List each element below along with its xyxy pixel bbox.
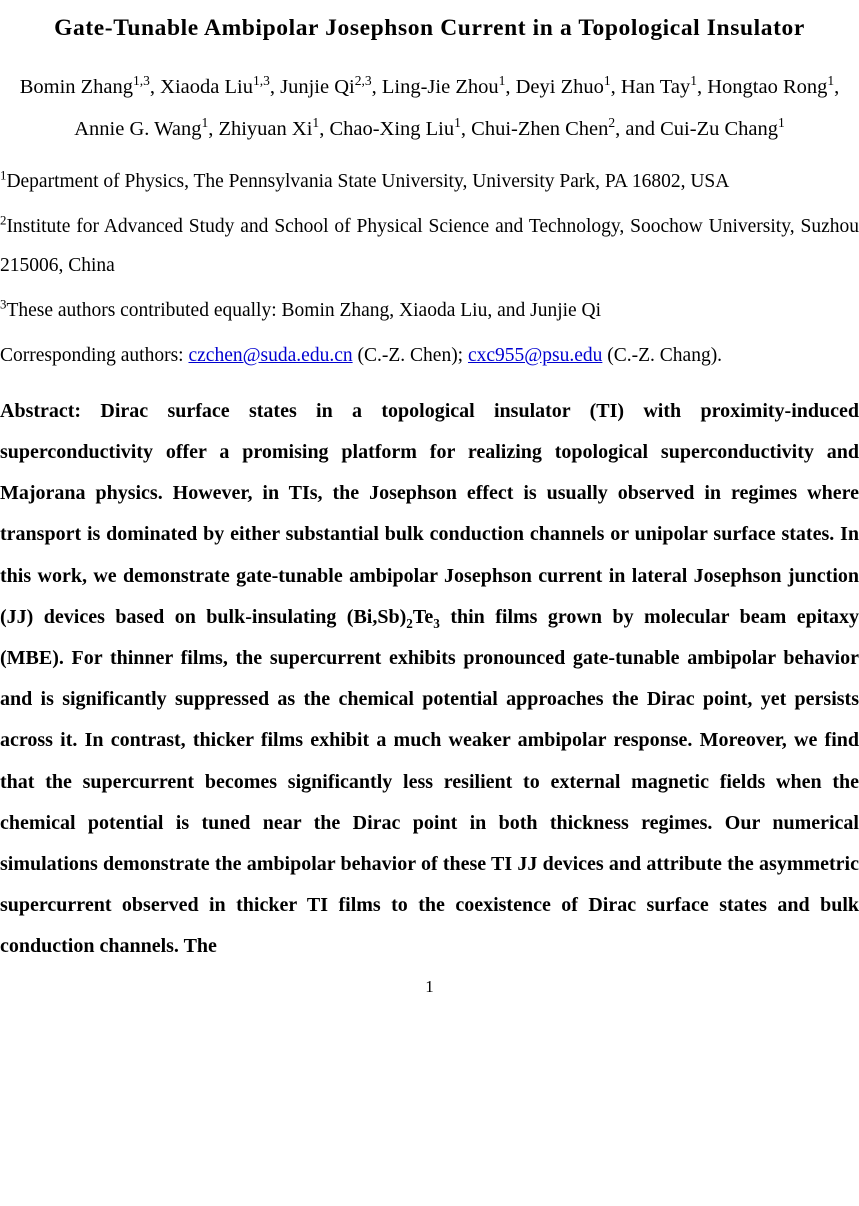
affiliation-marker: 2 xyxy=(0,213,7,228)
author-separator: , xyxy=(460,117,472,140)
corresponding-name-2: (C.-Z. Chang). xyxy=(602,344,723,366)
abstract-label: Abstract: xyxy=(0,399,101,422)
author-entry xyxy=(515,72,611,98)
page-title: Gate-Tunable Ambipolar Josephson Current in a Topological Insulator xyxy=(54,15,805,41)
page-number: 1 xyxy=(425,977,434,997)
affiliation-text: Institute for Advanced Study and School of Physical Science and Technology, Soochow University, Suzhou 215006, China xyxy=(0,215,859,276)
author-entry xyxy=(280,72,372,98)
affiliation-3 xyxy=(0,291,859,330)
author-name: Annie G. Wang xyxy=(74,117,202,140)
abstract-body: Dirac surface states in a topological insulator (TI) with proximity-induced superconductivity offer a promising platform for realizing topological superconductivity and Majorana physics. However, in TIs, the Josephson effect is usually observed in regimes where transport is dominated by either substantial bulk conduction channels or unipolar surface states. In this work, we demonstrate gate-tunable ambipolar Josephson current in lateral Josephson junction (JJ) devices based on bulk-insulating $(Bi,Sb)_2Te_3$ thin films grown by molecular beam epitaxy (MBE). For thinner films, the supercurrent exhibits pronounced gate-tunable ambipolar behavior and is significantly suppressed as the chemical potential approaches the Dirac point, yet persists across it. In contrast, thicker films exhibit a much weaker ambipolar response. Moreover, we find that the supercurrent becomes significantly less resilient to external magnetic fields when the chemical potential is tuned near the Dirac point in both thickness regimes. Our numerical simulations demonstrate the ambipolar behavior of these TI JJ devices and attribute the asymmetric supercurrent observed in thicker TI films to the coexistence of Dirac surface states and bulk conduction channels. The xyxy=(0,399,859,958)
author-entry xyxy=(160,72,270,98)
author-separator: , xyxy=(319,117,330,140)
affiliation-1 xyxy=(0,162,859,201)
author-name: Chui-Zhen Chen xyxy=(471,117,609,140)
author-affil-marker: 1 xyxy=(201,115,209,130)
author-name: Zhiyuan Xi xyxy=(218,117,313,140)
author-separator: , xyxy=(610,75,621,98)
corresponding-email-link-2[interactable]: cxc955@psu.edu xyxy=(467,344,603,366)
author-affil-marker: 1 xyxy=(498,72,506,88)
author-name: Han Tay xyxy=(620,75,691,98)
author-entry xyxy=(381,72,506,98)
author-entry xyxy=(660,115,785,140)
author-separator: , and xyxy=(615,117,661,140)
author-affil-marker: 2 xyxy=(608,115,616,130)
author-separator: , xyxy=(149,75,161,98)
author-affil-marker: 1 xyxy=(454,115,461,130)
author-entry xyxy=(471,115,616,140)
author-entry xyxy=(620,72,697,98)
equal-contribution-note: These authors contributed equally: Bomin Zhang, Xiaoda Liu, and Junjie Qi xyxy=(6,299,602,321)
author-separator: , xyxy=(505,75,516,98)
author-name: Cui-Zu Chang xyxy=(660,117,778,140)
affiliation-2 xyxy=(0,207,859,285)
affiliation-marker: 1 xyxy=(0,168,7,183)
corresponding-email-link-1[interactable]: czchen@suda.edu.cn xyxy=(188,344,353,366)
corresponding-authors xyxy=(0,336,859,375)
author-separator: , xyxy=(697,75,708,98)
author-affil-marker: 1 xyxy=(312,115,320,130)
author-name: Junjie Qi xyxy=(280,75,355,98)
affiliation-marker: 3 xyxy=(0,297,7,312)
author-entry xyxy=(19,72,150,98)
author-affil-marker: 1,3 xyxy=(133,72,150,88)
affiliation-text: Department of Physics, The Pennsylvania State University, University Park, PA 16802, USA xyxy=(6,170,730,192)
author-affil-marker: 1 xyxy=(827,72,835,88)
author-separator: , xyxy=(834,75,840,98)
author-entry xyxy=(707,72,835,98)
author-affil-marker: 1 xyxy=(690,72,697,88)
author-entry xyxy=(329,115,461,140)
abstract-section xyxy=(0,391,859,968)
author-affil-marker: 1 xyxy=(778,115,785,130)
author-affil-marker: 1 xyxy=(603,72,611,88)
author-name: Hongtao Rong xyxy=(707,75,828,98)
author-separator: , xyxy=(371,75,382,98)
corresponding-label: Corresponding authors: xyxy=(0,344,189,366)
author-entry xyxy=(218,115,320,140)
author-name: Ling-Jie Zhou xyxy=(381,75,499,98)
author-name: Bomin Zhang xyxy=(19,75,134,98)
author-name: Chao-Xing Liu xyxy=(329,117,455,140)
author-affil-marker: 1,3 xyxy=(252,72,270,88)
paper-page xyxy=(0,6,859,1206)
author-list xyxy=(4,66,855,150)
author-name: Xiaoda Liu xyxy=(160,75,253,98)
author-entry xyxy=(74,115,209,140)
author-affil-marker: 2,3 xyxy=(354,72,372,88)
author-name: Deyi Zhuo xyxy=(515,75,604,98)
author-separator: , xyxy=(208,117,219,140)
corresponding-name-1: (C.-Z. Chen); xyxy=(352,344,468,366)
author-separator: , xyxy=(269,75,281,98)
